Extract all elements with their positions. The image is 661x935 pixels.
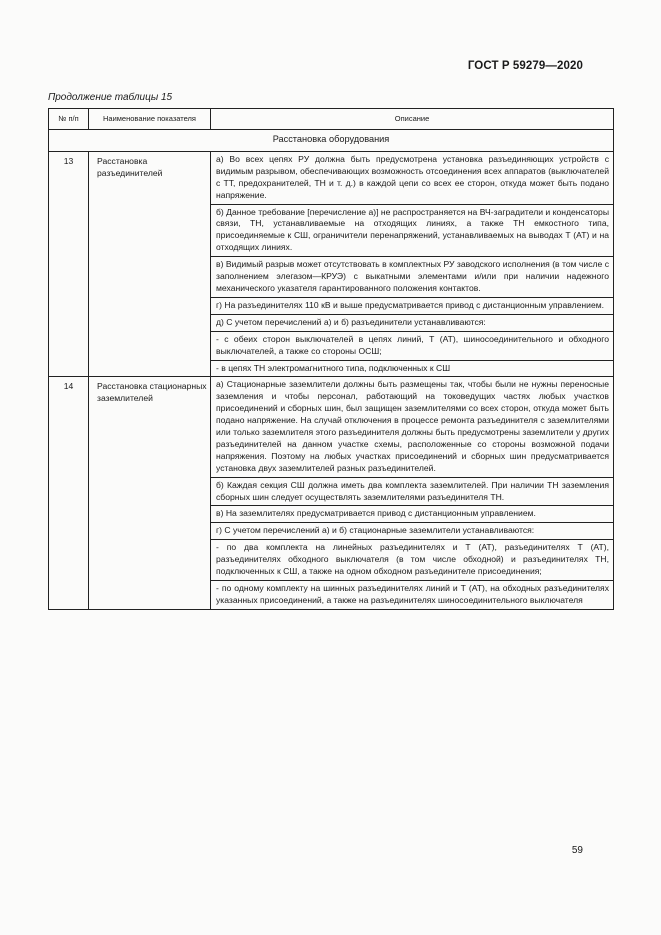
- table-caption: Продолжение таблицы 15: [48, 92, 173, 103]
- column-header-description: Описание: [211, 109, 614, 130]
- description-paragraph: г) С учетом перечислений а) и б) стационарные заземлители устанавливаются:: [211, 523, 613, 540]
- section-title: Расстановка оборудования: [49, 130, 614, 152]
- description-paragraph: - в цепях ТН электромагнитного типа, подключенных к СШ: [216, 362, 451, 373]
- document-code: ГОСТ Р 59279—2020: [467, 60, 583, 72]
- row-indicator-name: Расстановка разъединителей: [89, 151, 211, 377]
- description-paragraph: - по одному комплекту на шинных разъединителях линий и Т (АТ), на обходных разъединителях указанных присоединений, а также на разъединителях шиносоединительного выключателя: [216, 583, 609, 605]
- description-paragraph: б) Данное требование [перечисление а)] не распространяется на ВЧ-заградители и конденсаторы связи, ТН, устанавливаемые на отходящих линиях, а также ТН емкостного типа, присоединяемые к СШ, ограничители перенапряжений, устанавливаемых на выводах Т (АТ) и на отходящих линиях.: [211, 205, 613, 258]
- description-paragraph: б) Каждая секция СШ должна иметь два комплекта заземлителей. При наличии ТН заземления сборных шин следует осуществлять заземлителями разъединителя ТН.: [211, 478, 613, 507]
- description-paragraph: а) Стационарные заземлители должны быть размещены так, чтобы были не нужны переносные заземления и чтобы персонал, работающий на токоведущих частях любых участков присоединений и сборных шин, был защищен заземлителями со всех сторон, откуда может быть подано напряжение. На случай отключения в процессе ремонта разъединителя с заземлителями или только заземлителя этого разъединителя должны быть предусмотрены заземлители у других разъединителей на данном участке схемы, расположенные со стороны возможной подачи напряжения. Поэтому на любых участках присоединений и сборных шин предусматривается установка двух заземлителей разных разъединителей.: [211, 377, 613, 477]
- row-number: 13: [49, 151, 89, 377]
- column-header-number: № п/п: [49, 109, 89, 130]
- section-row: [49, 130, 614, 152]
- row-description: [211, 151, 614, 377]
- row-description: [211, 377, 614, 609]
- column-header-name: Наименование показателя: [89, 109, 211, 130]
- description-paragraph: д) С учетом перечислений а) и б) разъединители устанавливаются:: [211, 315, 613, 332]
- description-paragraph: в) На заземлителях предусматривается привод с дистанционным управлением.: [211, 506, 613, 523]
- description-paragraph: а) Во всех цепях РУ должна быть предусмотрена установка разъединяющих устройств с видимым разрывом, обеспечивающих возможность отсоединения всех аппаратов (выключателей с ТТ, предохранителей, ТН и т. д.) в каждой цепи со всех ее сторон, откуда может быть подано напряжение.: [211, 152, 613, 205]
- table-row: [49, 151, 614, 377]
- row-number: 14: [49, 377, 89, 609]
- description-paragraph: - с обеих сторон выключателей в цепях линий, Т (АТ), шиносоединительного и обходного выключателей, а также со стороны ОСШ;: [211, 332, 613, 361]
- table-header-row: [49, 109, 614, 130]
- row-indicator-name: Расстановка стационарных заземлителей: [89, 377, 211, 609]
- table-row: [49, 377, 614, 609]
- description-paragraph: - по два комплекта на линейных разъединителях и Т (АТ), разъединителях Т (АТ), разъединителях обходного выключателя (в том числе обходной) и разъединителях ТН, подключенных к СШ, а также на одном обходном разъединителе присоединения;: [211, 540, 613, 581]
- description-paragraph: г) На разъединителях 110 кВ и выше предусматривается привод с дистанционным управлением.: [211, 298, 613, 315]
- requirements-table: [48, 108, 614, 610]
- description-paragraph: в) Видимый разрыв может отсутствовать в комплектных РУ заводского исполнения (в том числе с заполнением элегазом—КРУЭ) с выкатными элементами и/или при наличии надежного механического указателя гарантированного положения контактов.: [211, 257, 613, 298]
- page-number: 59: [571, 845, 583, 856]
